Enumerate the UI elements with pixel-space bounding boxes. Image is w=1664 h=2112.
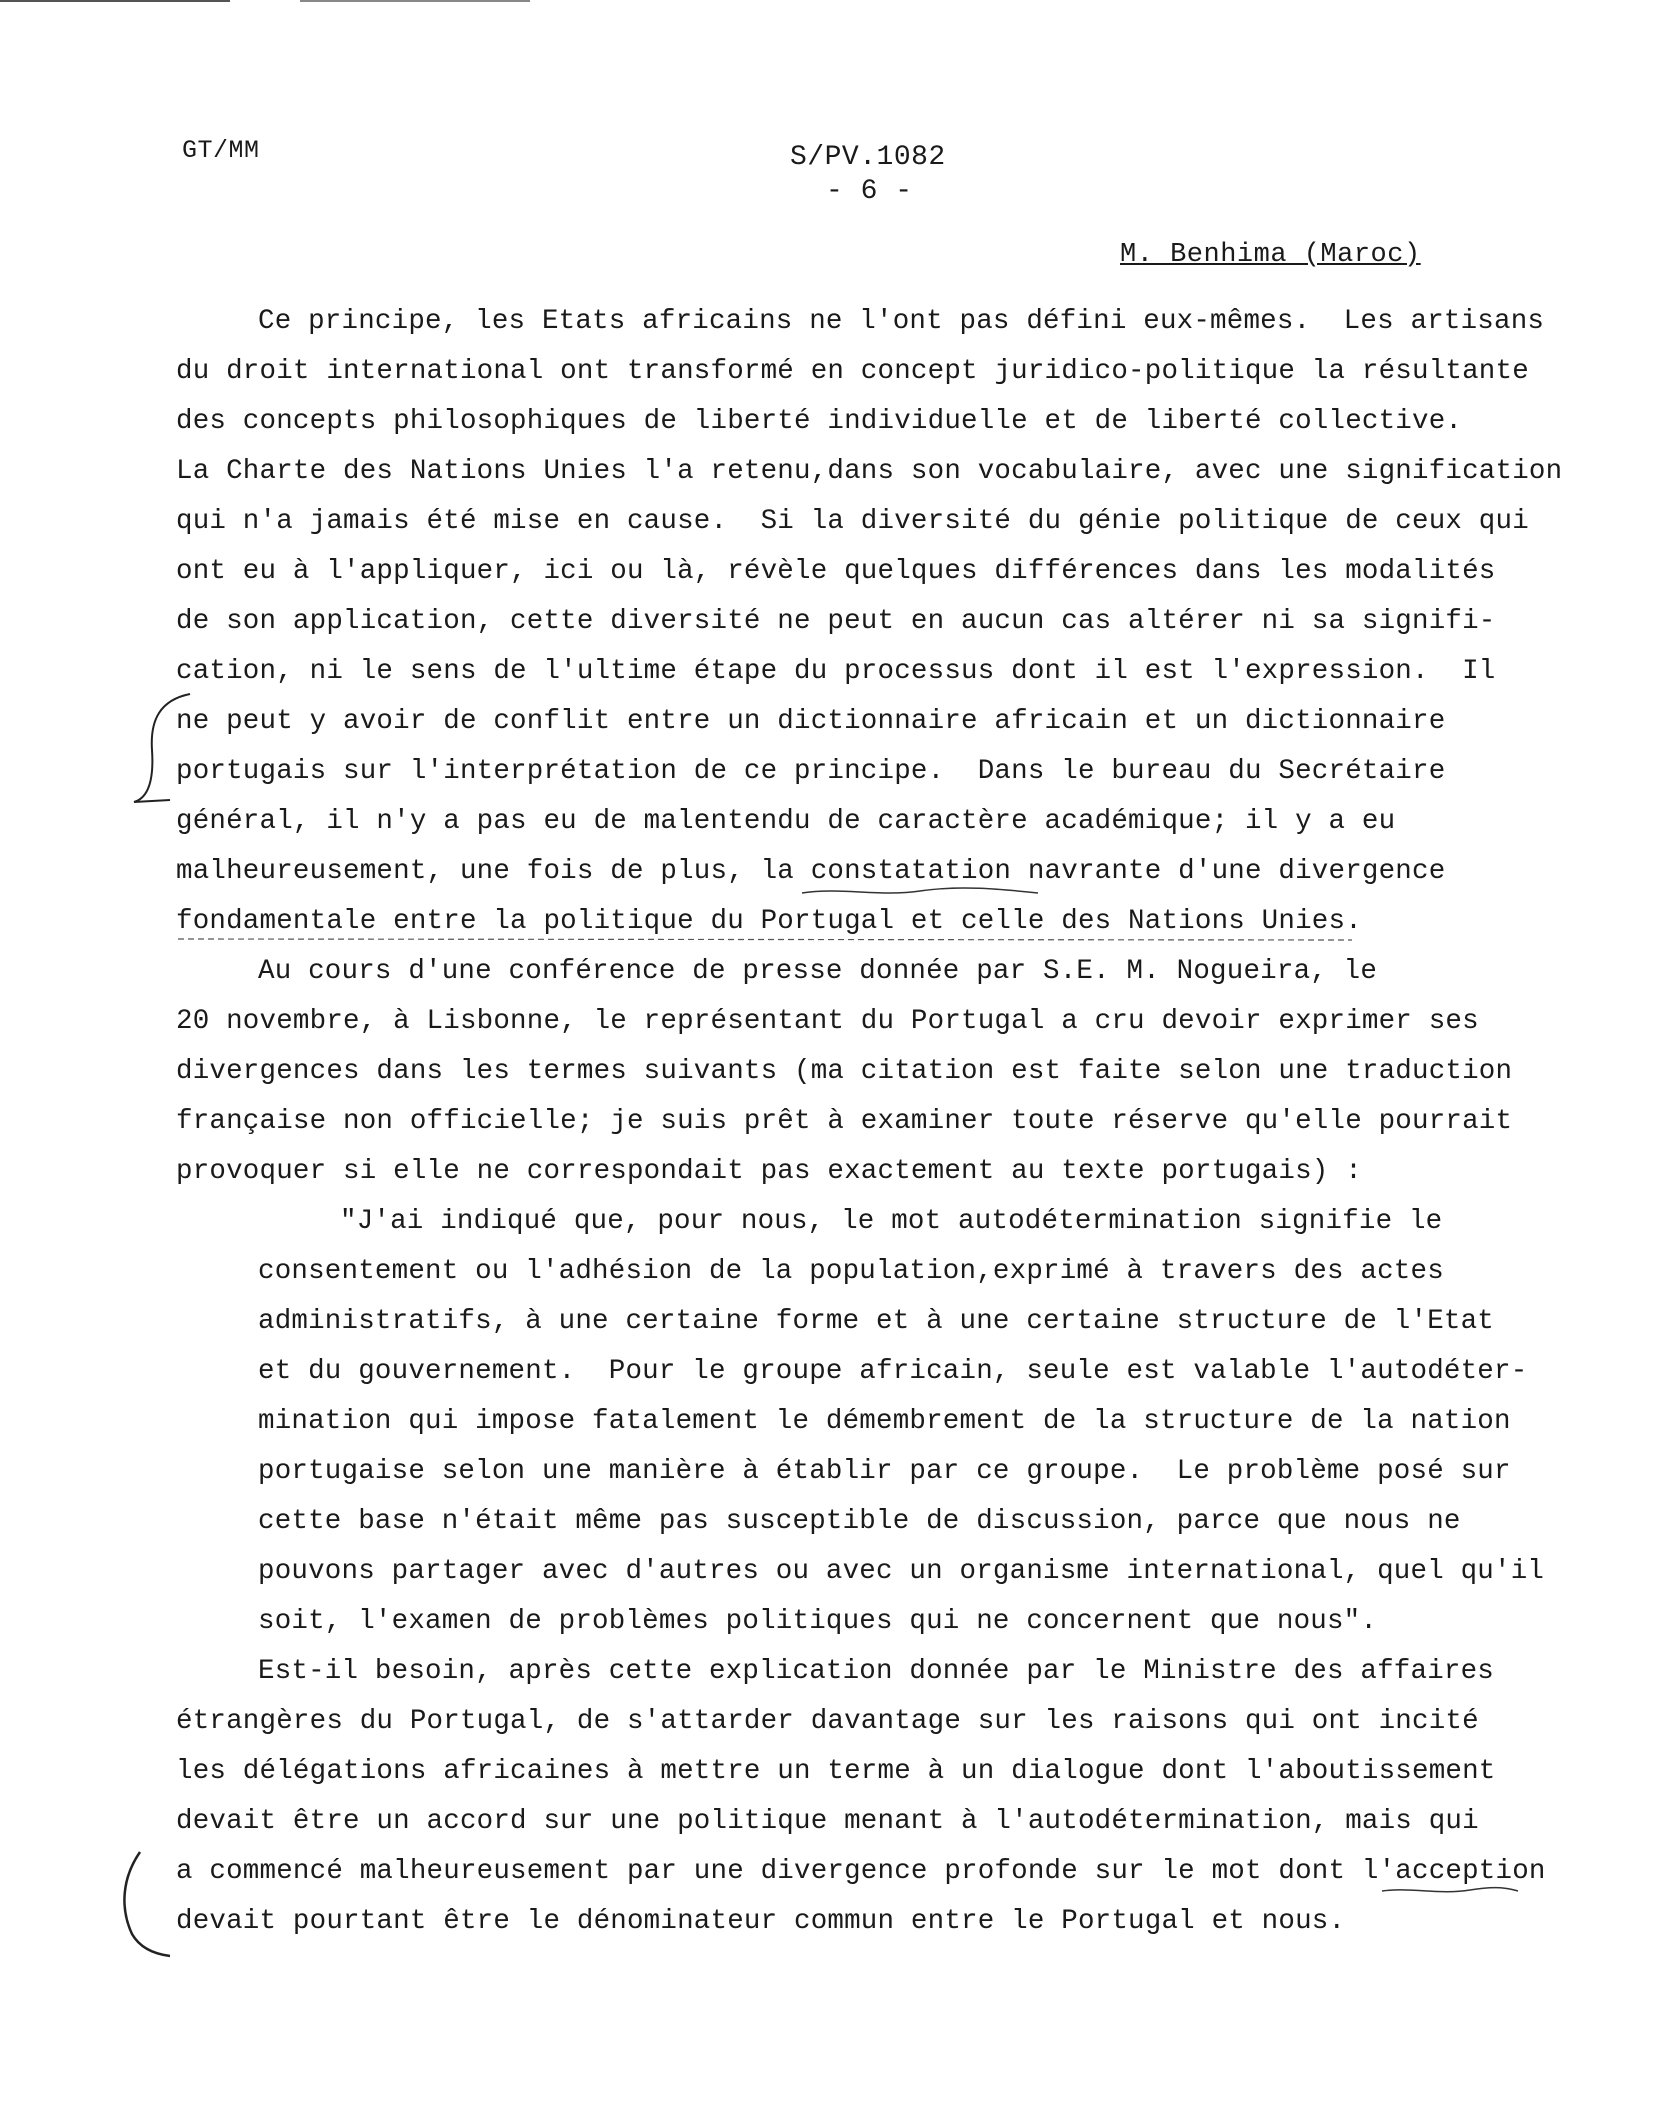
handwritten-underline xyxy=(176,935,1356,945)
text-line: française non officielle; je suis prêt à examiner toute réserve qu'elle pourrait xyxy=(176,1106,1513,1137)
quote-line: soit, l'examen de problèmes politiques qui ne concernent que nous". xyxy=(258,1606,1378,1637)
text-line: cation, ni le sens de l'ultime étape du processus dont il est l'expression. Il xyxy=(176,656,1496,687)
quote-line: portugaise selon une manière à établir par ce groupe. Le problème posé sur xyxy=(258,1456,1511,1487)
text-line: Est-il besoin, après cette explication donnée par le Ministre des affaires xyxy=(258,1656,1494,1687)
text-line: devait être un accord sur une politique menant à l'autodétermination, mais qui xyxy=(176,1806,1479,1837)
text-line: divergences dans les termes suivants (ma citation est faite selon une traduction xyxy=(176,1056,1513,1087)
quote-line: pouvons partager avec d'autres ou avec un organisme international, quel qu'il xyxy=(258,1556,1545,1587)
page-number: - 6 - xyxy=(826,176,913,207)
text-line: La Charte des Nations Unies l'a retenu,dans son vocabulaire, avec une signification xyxy=(176,456,1563,487)
text-line: portugais sur l'interprétation de ce principe. Dans le bureau du Secrétaire xyxy=(176,756,1446,787)
text-line: provoquer si elle ne correspondait pas exactement au texte portugais) : xyxy=(176,1156,1362,1187)
text-line: étrangères du Portugal, de s'attarder davantage sur les raisons qui ont incité xyxy=(176,1706,1479,1737)
handwritten-bracket xyxy=(130,690,200,810)
speaker-name: M. Benhima (Maroc) xyxy=(1120,240,1421,270)
scan-edge-line xyxy=(300,0,530,2)
quote-line: consentement ou l'adhésion de la population,exprimé à travers des actes xyxy=(258,1256,1444,1287)
text-line: les délégations africaines à mettre un terme à un dialogue dont l'aboutissement xyxy=(176,1756,1496,1787)
text-line: Au cours d'une conférence de presse donnée par S.E. M. Nogueira, le xyxy=(258,956,1378,987)
text-line: devait pourtant être le dénominateur commun entre le Portugal et nous. xyxy=(176,1906,1346,1937)
quote-line: cette base n'était même pas susceptible de discussion, parce que nous ne xyxy=(258,1506,1461,1537)
operator-code: GT/MM xyxy=(182,136,260,165)
text-line: malheureusement, une fois de plus, la constatation navrante d'une divergence xyxy=(176,856,1446,887)
text-line: du droit international ont transformé en concept juridico-politique la résultante xyxy=(176,356,1529,387)
handwritten-underline xyxy=(1380,1885,1520,1897)
text-line: qui n'a jamais été mise en cause. Si la diversité du génie politique de ceux qui xyxy=(176,506,1529,537)
quote-line: administratifs, à une certaine forme et à une certaine structure de l'Etat xyxy=(258,1306,1494,1337)
quote-line: et du gouvernement. Pour le groupe africain, seule est valable l'autodéter- xyxy=(258,1356,1528,1387)
handwritten-bracket xyxy=(110,1848,180,1958)
scan-edge-line xyxy=(0,0,230,2)
text-line: général, il n'y a pas eu de malentendu de caractère académique; il y a eu xyxy=(176,806,1396,837)
text-line: a commencé malheureusement par une divergence profonde sur le mot dont l'acception xyxy=(176,1856,1546,1887)
text-line: fondamentale entre la politique du Portugal et celle des Nations Unies. xyxy=(176,906,1362,937)
text-line: Ce principe, les Etats africains ne l'ont pas défini eux-mêmes. Les artisans xyxy=(258,306,1545,337)
quote-line: "J'ai indiqué que, pour nous, le mot autodétermination signifie le xyxy=(340,1206,1443,1237)
text-line: ne peut y avoir de conflit entre un dictionnaire africain et un dictionnaire xyxy=(176,706,1446,737)
text-line: ont eu à l'appliquer, ici ou là, révèle quelques différences dans les modalités xyxy=(176,556,1496,587)
text-line: 20 novembre, à Lisbonne, le représentant du Portugal a cru devoir exprimer ses xyxy=(176,1006,1479,1037)
document-symbol: S/PV.1082 xyxy=(790,142,946,173)
handwritten-underline xyxy=(800,885,1040,899)
quote-line: mination qui impose fatalement le démembrement de la structure de la nation xyxy=(258,1406,1511,1437)
text-line: de son application, cette diversité ne peut en aucun cas altérer ni sa signifi- xyxy=(176,606,1496,637)
text-line: des concepts philosophiques de liberté individuelle et de liberté collective. xyxy=(176,406,1463,437)
